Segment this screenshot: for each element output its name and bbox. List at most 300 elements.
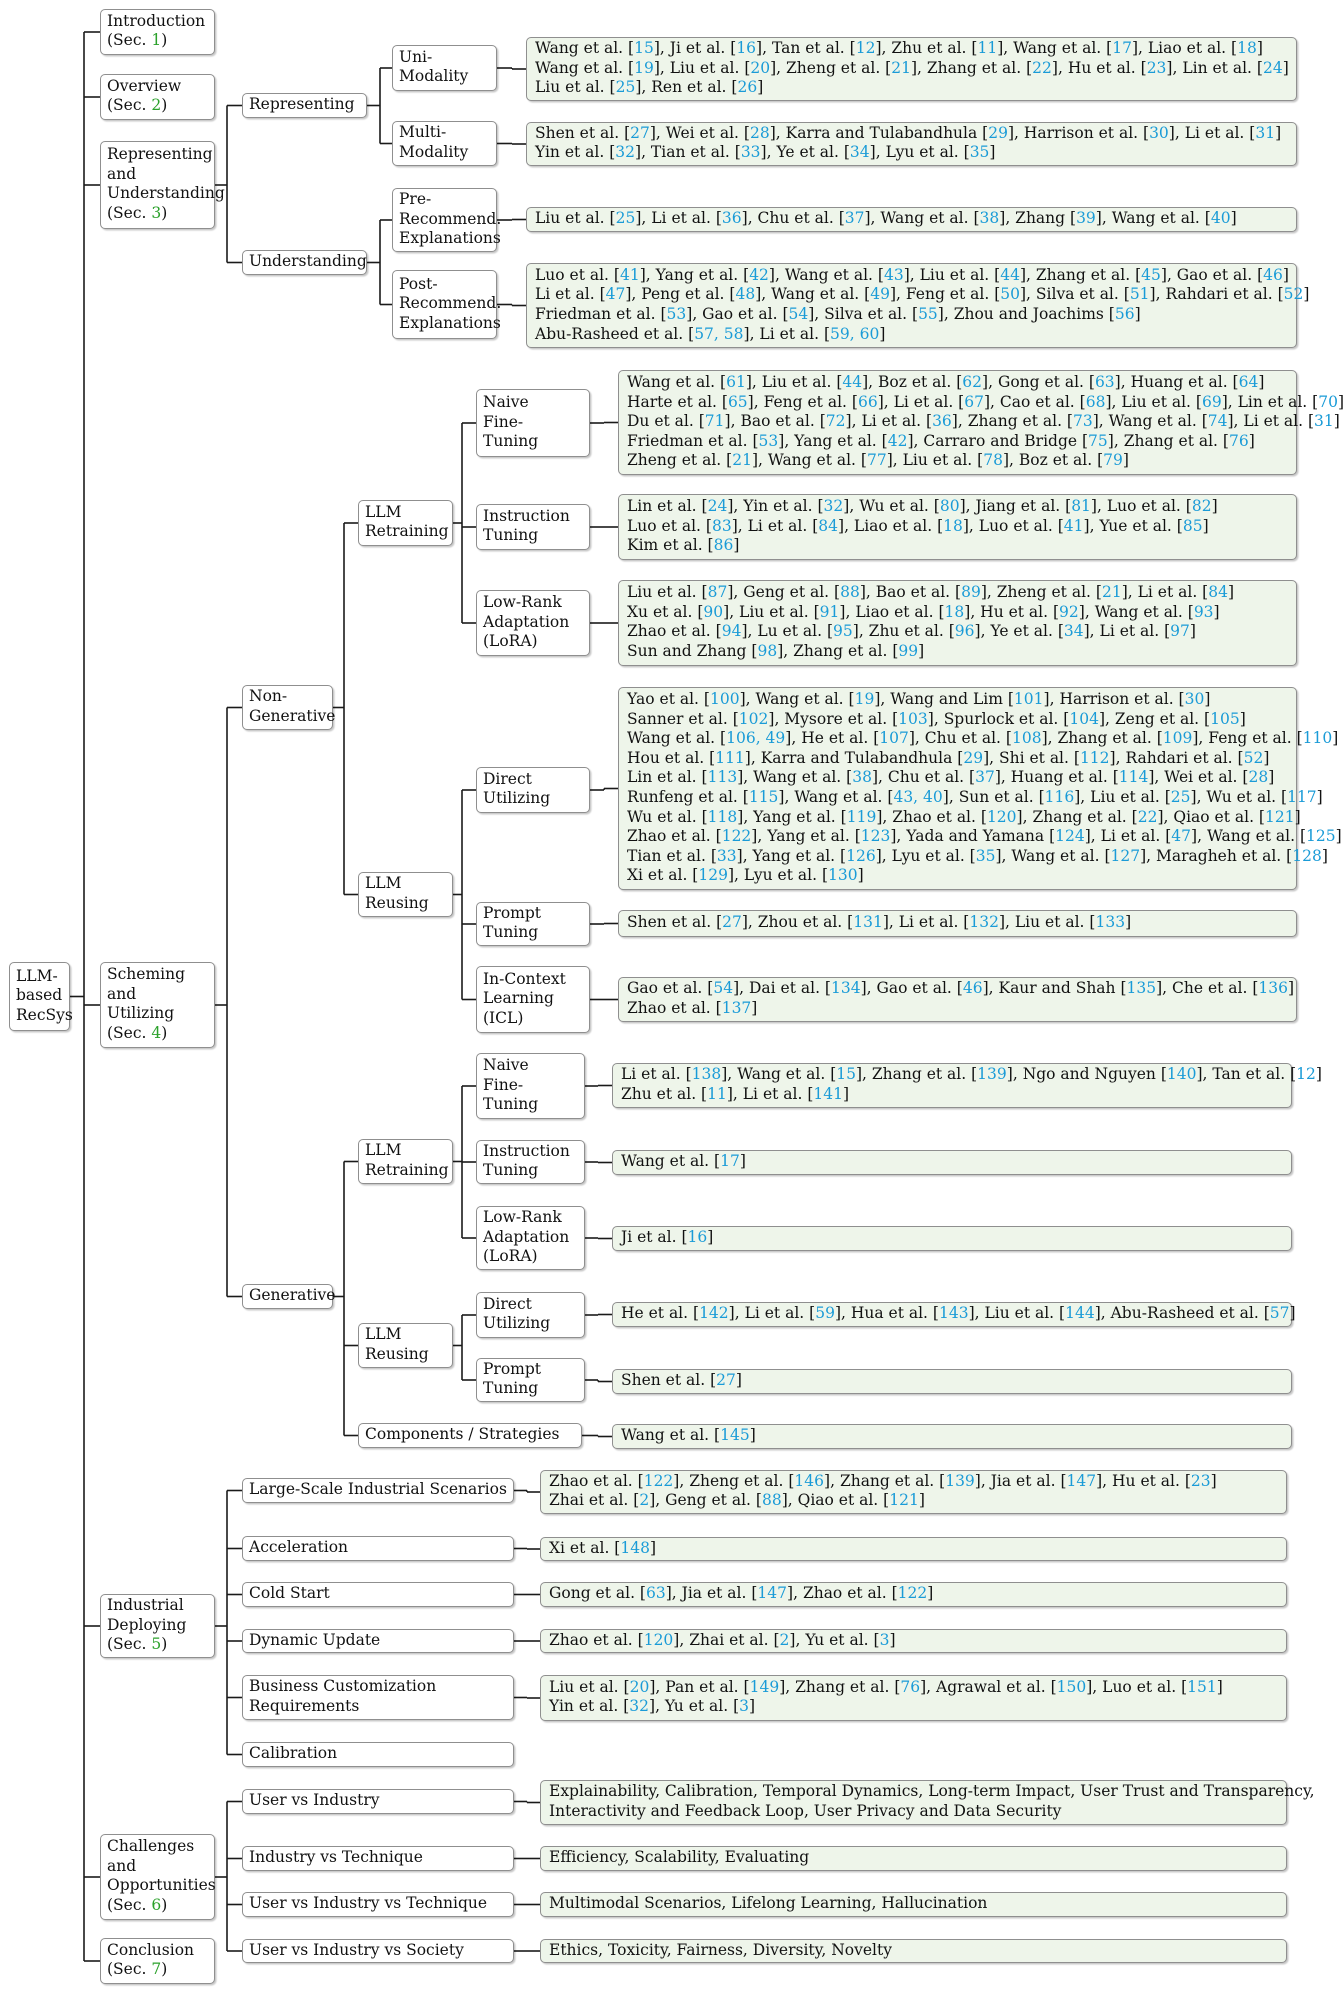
citation-ref[interactable]: 45 bbox=[1141, 265, 1161, 284]
author-name: Gao et al. bbox=[876, 979, 952, 998]
author-name: Zhang et al. bbox=[1035, 265, 1131, 284]
citation-ref[interactable]: 135 bbox=[1126, 979, 1157, 998]
citation-ref[interactable]: 146 bbox=[794, 1471, 825, 1490]
label-line: Adaptation bbox=[483, 612, 570, 631]
citation-ref[interactable]: 122 bbox=[897, 1584, 928, 1603]
label-line: Modality bbox=[399, 67, 469, 86]
citation-line: Sun and Zhang [98], Zhang et al. [99] bbox=[627, 642, 925, 661]
citation-ref[interactable]: 50 bbox=[1000, 285, 1020, 304]
citation-ref[interactable]: 27 bbox=[722, 913, 742, 932]
citation-line: He et al. [142], Li et al. [59], Hua et al. [143], Liu et al. [144], Abu-Rasheed et al. [57] bbox=[621, 1304, 1296, 1323]
citation-ref[interactable]: 75 bbox=[1088, 431, 1108, 450]
node-ch-uis bbox=[242, 1939, 514, 1963]
citation-ref[interactable]: 66 bbox=[857, 392, 878, 411]
citation-ref[interactable]: 21 bbox=[1101, 583, 1122, 602]
citation-ref[interactable]: 101 bbox=[1013, 690, 1044, 708]
citation-ref[interactable]: 72 bbox=[825, 412, 846, 431]
citation-ref[interactable]: 11 bbox=[707, 1084, 727, 1103]
citation-ref[interactable]: 68 bbox=[1085, 392, 1106, 411]
citation-ref[interactable]: 3 bbox=[739, 1697, 750, 1716]
citation-ref[interactable]: 105 bbox=[1210, 709, 1240, 728]
citation-ref[interactable]: 142 bbox=[699, 1304, 729, 1323]
citation-ref[interactable]: 103 bbox=[898, 709, 928, 728]
citation-ref[interactable]: 113 bbox=[707, 768, 738, 787]
citation-ref[interactable]: 88 bbox=[761, 1491, 782, 1510]
citation-ref[interactable]: 141 bbox=[813, 1084, 843, 1103]
citation-ref[interactable]: 139 bbox=[977, 1065, 1007, 1084]
citation-ref[interactable]: 88 bbox=[840, 583, 860, 602]
citation-ref[interactable]: 145 bbox=[720, 1426, 750, 1445]
label-line: Challenges bbox=[107, 1837, 195, 1856]
section-link[interactable]: 2 bbox=[151, 96, 162, 115]
citation-ref[interactable]: 19 bbox=[634, 58, 654, 77]
citation-ref[interactable]: 120 bbox=[643, 1630, 674, 1649]
label-line: Tuning bbox=[483, 432, 539, 451]
citation-line: Liu et al. [20], Pan et al. [149], Zhang et al. [76], Agrawal et al. [150], Luo et al. [151] bbox=[549, 1677, 1223, 1696]
citation-ref[interactable]: 36 bbox=[721, 209, 742, 228]
citation-ref[interactable]: 147 bbox=[757, 1584, 788, 1603]
citation-ref[interactable]: 12 bbox=[1296, 1065, 1316, 1084]
leaf-ng-naive bbox=[618, 370, 1344, 475]
leaf-pre bbox=[526, 207, 1297, 232]
author-name: Wang et al. bbox=[535, 58, 624, 77]
citation-ref[interactable]: 151 bbox=[1187, 1677, 1217, 1696]
label-line: Explanations bbox=[399, 313, 501, 332]
label-line: User vs Industry vs Society bbox=[249, 1940, 464, 1959]
author-name: Wang et al. bbox=[1011, 846, 1100, 865]
section-sec-rep bbox=[100, 141, 225, 229]
author-name: Lyu et al. bbox=[743, 866, 818, 885]
author-name: Shi et al. bbox=[999, 748, 1069, 767]
citation-ref[interactable]: 136 bbox=[1258, 979, 1289, 998]
citation-ref[interactable]: 85 bbox=[1182, 516, 1203, 535]
citation-ref[interactable]: 46 bbox=[1263, 265, 1283, 284]
citation-ref[interactable]: 40 bbox=[1210, 209, 1231, 228]
citation-ref[interactable]: 32 bbox=[615, 143, 635, 162]
citation-ref[interactable]: 32 bbox=[823, 497, 844, 516]
citation-ref[interactable]: 44 bbox=[842, 373, 863, 391]
citation-ref[interactable]: 115 bbox=[748, 787, 779, 806]
author-name: Boz et al. bbox=[1018, 451, 1093, 470]
citation-ref[interactable]: 96 bbox=[954, 622, 975, 641]
citation-ref[interactable]: 98 bbox=[757, 642, 778, 661]
section-link[interactable]: 3 bbox=[151, 204, 162, 223]
citation-ref[interactable]: 29 bbox=[963, 748, 984, 767]
citation-ref[interactable]: 27 bbox=[716, 1371, 736, 1390]
author-name: Karra and Tulabandhula bbox=[785, 123, 978, 142]
citation-ref[interactable]: 63 bbox=[645, 1584, 666, 1603]
citation-ref[interactable]: 26 bbox=[737, 78, 758, 97]
label-line: Generative bbox=[249, 706, 336, 725]
citation-ref[interactable]: 21 bbox=[891, 58, 911, 77]
author-name: Rahdari et al. bbox=[1125, 748, 1233, 767]
author-name: Zheng et al. bbox=[996, 583, 1091, 602]
author-name: Harte et al. bbox=[627, 392, 717, 411]
citation-ref[interactable]: 59 bbox=[815, 1304, 835, 1323]
citation-ref[interactable]: 93 bbox=[1193, 602, 1214, 621]
citation-ref[interactable]: 22 bbox=[1032, 58, 1052, 77]
citation-ref[interactable]: 102 bbox=[738, 709, 769, 728]
citation-ref[interactable]: 69 bbox=[1201, 392, 1222, 411]
citation-ref[interactable]: 108 bbox=[1011, 729, 1042, 748]
citation-ref[interactable]: 54 bbox=[713, 979, 734, 998]
citation-ref[interactable]: 48 bbox=[735, 285, 756, 304]
citation-ref[interactable]: 36 bbox=[932, 412, 952, 431]
citation-ref[interactable]: 2 bbox=[639, 1491, 650, 1510]
citation-ref[interactable]: 23 bbox=[1190, 1471, 1211, 1490]
citation-ref[interactable]: 117 bbox=[1287, 787, 1317, 806]
node-understanding bbox=[242, 250, 367, 275]
citation-line: Zheng et al. [21], Wang et al. [77], Liu et al. [78], Boz et al. [79] bbox=[627, 451, 1129, 470]
citation-ref[interactable]: 23 bbox=[1146, 58, 1167, 77]
citation-ref[interactable]: 148 bbox=[620, 1538, 650, 1557]
author-name: Zhu et al. bbox=[621, 1084, 697, 1103]
author-name: Shen et al. bbox=[627, 913, 712, 932]
citation-ref[interactable]: 84 bbox=[818, 516, 838, 535]
node-generative bbox=[242, 1284, 336, 1309]
label-line: Cold Start bbox=[249, 1584, 330, 1603]
citation-ref[interactable]: 22 bbox=[1137, 807, 1158, 826]
author-name: Qiao et al. bbox=[1173, 807, 1254, 826]
citation-ref[interactable]: 28 bbox=[749, 123, 770, 142]
author-name: Chu et al. bbox=[887, 768, 965, 787]
author-name: Liu et al. bbox=[919, 265, 990, 284]
citation-ref[interactable]: 106, 49 bbox=[726, 729, 786, 748]
citation-ref[interactable]: 118 bbox=[707, 807, 738, 826]
citation-ref[interactable]: 97 bbox=[1170, 622, 1190, 641]
author-name: Liu et al. bbox=[984, 1304, 1055, 1323]
citation-ref[interactable]: 100 bbox=[709, 690, 740, 708]
citation-ref[interactable]: 94 bbox=[721, 622, 742, 641]
label-line: LLM bbox=[365, 502, 402, 521]
author-name: Luo et al. bbox=[627, 516, 701, 535]
citation-ref[interactable]: 56 bbox=[1114, 304, 1135, 323]
citation-ref[interactable]: 17 bbox=[720, 1152, 740, 1171]
citation-ref[interactable]: 139 bbox=[945, 1471, 975, 1490]
citation-ref[interactable]: 57 bbox=[1269, 1304, 1290, 1323]
label-line: LLM bbox=[365, 1141, 402, 1160]
citation-ref[interactable]: 122 bbox=[643, 1471, 674, 1490]
citation-ref[interactable]: 46 bbox=[962, 979, 983, 998]
node-g-lora bbox=[476, 1206, 585, 1270]
citation-line: Wang et al. [145] bbox=[621, 1426, 756, 1445]
label-line: Adaptation bbox=[483, 1227, 570, 1246]
citation-ref[interactable]: 35 bbox=[969, 143, 990, 162]
citation-ref[interactable]: 65 bbox=[727, 392, 748, 411]
citation-ref[interactable]: 37 bbox=[975, 768, 995, 787]
citation-ref[interactable]: 57, 58 bbox=[694, 324, 744, 343]
citation-ref[interactable]: 15 bbox=[634, 39, 654, 58]
citation-ref[interactable]: 80 bbox=[939, 497, 960, 516]
citation-ref[interactable]: 38 bbox=[852, 768, 872, 787]
citation-ref[interactable]: 91 bbox=[819, 602, 840, 621]
author-name: Rahdari et al. bbox=[1165, 285, 1273, 304]
citation-line: Zhu et al. [11], Li et al. [141] bbox=[621, 1084, 850, 1103]
citation-ref[interactable]: 18 bbox=[1237, 39, 1257, 58]
citation-ref[interactable]: 19 bbox=[854, 690, 875, 708]
citation-ref[interactable]: 16 bbox=[687, 1228, 708, 1247]
citation-ref[interactable]: 89 bbox=[961, 583, 981, 602]
citation-ref[interactable]: 27 bbox=[630, 123, 650, 142]
citation-ref[interactable]: 78 bbox=[983, 451, 1003, 470]
citation-ref[interactable]: 71 bbox=[704, 412, 725, 431]
citation-ref[interactable]: 32 bbox=[629, 1697, 649, 1716]
citation-ref[interactable]: 70 bbox=[1318, 392, 1338, 411]
author-name: Abu-Rasheed et al. bbox=[1110, 1304, 1259, 1323]
citation-ref[interactable]: 95 bbox=[833, 622, 853, 641]
label-line: Direct bbox=[483, 1294, 532, 1313]
citation-line: Runfeng et al. [115], Wang et al. [43, 40], Sun et al. [116], Liu et al. [25], Wu et al. [117] bbox=[627, 787, 1323, 806]
author-name: Agrawal et al. bbox=[936, 1677, 1046, 1696]
citation-ref[interactable]: 12 bbox=[855, 39, 876, 58]
label-line: Understanding bbox=[107, 184, 225, 203]
citation-ref[interactable]: 47 bbox=[1171, 827, 1192, 846]
section-link[interactable]: 4 bbox=[151, 1024, 162, 1043]
author-name: Huang et al. bbox=[1010, 768, 1108, 787]
citation-ref[interactable]: 67 bbox=[964, 392, 984, 411]
citation-ref[interactable]: 87 bbox=[707, 583, 728, 602]
label-line: Representing bbox=[249, 95, 355, 114]
citation-ref[interactable]: 25 bbox=[1170, 787, 1191, 806]
citation-ref[interactable]: 137 bbox=[721, 998, 752, 1017]
citation-ref[interactable]: 52 bbox=[1283, 285, 1304, 304]
citation-ref[interactable]: 92 bbox=[1059, 602, 1079, 621]
author-name: Wu et al. bbox=[859, 497, 929, 516]
citation-ref[interactable]: 28 bbox=[1248, 768, 1269, 787]
citation-ref[interactable]: 138 bbox=[691, 1065, 722, 1084]
citation-ref[interactable]: 82 bbox=[1191, 497, 1212, 516]
citation-line: Zhai et al. [2], Geng et al. [88], Qiao et al. [121] bbox=[549, 1491, 925, 1510]
section-sec-concl bbox=[100, 1938, 215, 1984]
citation-ref[interactable]: 84 bbox=[1208, 583, 1228, 602]
citation-ref[interactable]: 130 bbox=[828, 866, 858, 885]
author-name: Gong et al. bbox=[997, 373, 1084, 391]
citation-ref[interactable]: 110 bbox=[1302, 729, 1333, 748]
label-line: Pre- bbox=[399, 190, 432, 209]
citation-ref[interactable]: 35 bbox=[975, 846, 996, 865]
label-line: Efficiency, Scalability, Evaluating bbox=[549, 1848, 810, 1867]
citation-ref[interactable]: 74 bbox=[1207, 412, 1228, 431]
label-line: Naive bbox=[483, 393, 529, 412]
citation-ref[interactable]: 128 bbox=[1292, 846, 1322, 865]
citation-ref[interactable]: 44 bbox=[1000, 265, 1020, 284]
citation-ref[interactable]: 54 bbox=[788, 304, 809, 323]
leaf-ind-dynamic bbox=[540, 1629, 1287, 1653]
citation-ref[interactable]: 62 bbox=[962, 373, 983, 391]
citation-ref[interactable]: 49 bbox=[870, 285, 890, 304]
citation-ref[interactable]: 107 bbox=[879, 729, 909, 748]
citation-ref[interactable]: 140 bbox=[1166, 1065, 1197, 1084]
section-link[interactable]: 1 bbox=[151, 31, 162, 50]
author-name: Ngo and Nguyen bbox=[1022, 1065, 1156, 1084]
citation-ref[interactable]: 59, 60 bbox=[830, 324, 880, 343]
citation-ref[interactable]: 124 bbox=[1055, 827, 1085, 846]
leaf-ind-large bbox=[540, 1470, 1287, 1514]
citation-ref[interactable]: 121 bbox=[889, 1491, 919, 1510]
citation-ref[interactable]: 52 bbox=[1243, 748, 1264, 767]
citation-ref[interactable]: 76 bbox=[900, 1677, 921, 1696]
citation-ref[interactable]: 42 bbox=[887, 431, 908, 450]
author-name: Kaur and Shah bbox=[998, 979, 1116, 998]
citation-ref[interactable]: 114 bbox=[1118, 768, 1149, 787]
citation-ref[interactable]: 34 bbox=[849, 143, 870, 162]
citation-ref[interactable]: 120 bbox=[986, 807, 1017, 826]
citation-ref[interactable]: 147 bbox=[1066, 1471, 1097, 1490]
author-name: Wang et al. bbox=[1206, 827, 1296, 846]
citation-ref[interactable]: 125 bbox=[1306, 827, 1336, 846]
citation-ref[interactable]: 20 bbox=[750, 58, 771, 77]
citation-ref[interactable]: 149 bbox=[749, 1677, 780, 1696]
label-line: and bbox=[107, 1856, 137, 1875]
citation-ref[interactable]: 126 bbox=[846, 846, 876, 865]
author-name: Zheng et al. bbox=[786, 58, 881, 77]
citation-ref[interactable]: 131 bbox=[853, 913, 883, 932]
citation-ref[interactable]: 73 bbox=[1072, 412, 1093, 431]
citation-ref[interactable]: 119 bbox=[846, 807, 877, 826]
citation-ref[interactable]: 2 bbox=[779, 1630, 790, 1649]
author-name: Du et al. bbox=[627, 412, 694, 431]
author-name: Luo et al. bbox=[1102, 1677, 1177, 1696]
citation-ref[interactable]: 55 bbox=[918, 304, 938, 323]
citation-ref[interactable]: 25 bbox=[615, 209, 636, 228]
section-link[interactable]: 5 bbox=[151, 1635, 162, 1654]
citation-ref[interactable]: 15 bbox=[836, 1065, 856, 1084]
citation-ref[interactable]: 77 bbox=[866, 451, 887, 470]
citation-ref[interactable]: 129 bbox=[698, 866, 728, 885]
citation-ref[interactable]: 134 bbox=[830, 979, 861, 998]
citation-ref[interactable]: 64 bbox=[1238, 373, 1259, 391]
citation-ref[interactable]: 127 bbox=[1110, 846, 1141, 865]
citation-ref[interactable]: 116 bbox=[1044, 787, 1075, 806]
citation-ref[interactable]: 112 bbox=[1079, 748, 1110, 767]
citation-line: Yin et al. [32], Tian et al. [33], Ye et al. [34], Lyu et al. [35] bbox=[535, 143, 996, 162]
author-name: Jia et al. bbox=[990, 1471, 1056, 1490]
citation-ref[interactable]: 18 bbox=[944, 602, 965, 621]
author-name: Hua et al. bbox=[850, 1304, 928, 1323]
author-name: Zhao et al. bbox=[549, 1471, 633, 1490]
citation-ref[interactable]: 39 bbox=[1076, 209, 1096, 228]
node-ind-business bbox=[242, 1675, 514, 1720]
label-line: (ICL) bbox=[483, 1008, 524, 1027]
citation-ref[interactable]: 16 bbox=[736, 39, 757, 58]
author-name: Zhang bbox=[1015, 209, 1066, 228]
citation-ref[interactable]: 99 bbox=[898, 642, 919, 661]
node-post-recommend bbox=[392, 270, 502, 339]
citation-ref[interactable]: 53 bbox=[758, 431, 779, 450]
citation-ref[interactable]: 111 bbox=[715, 748, 745, 767]
citation-ref[interactable]: 63 bbox=[1094, 373, 1115, 391]
author-name: Lu et al. bbox=[757, 622, 823, 641]
label-line: LLM- bbox=[16, 966, 58, 985]
citation-line: Li et al. [138], Wang et al. [15], Zhang et al. [139], Ngo and Nguyen [140], Tan et al. [12] bbox=[621, 1065, 1322, 1084]
citation-line: Shen et al. [27], Zhou et al. [131], Li et al. [132], Liu et al. [133] bbox=[627, 913, 1132, 932]
label-line: Introduction bbox=[107, 11, 206, 30]
citation-ref[interactable]: 43 bbox=[883, 265, 904, 284]
citation-ref[interactable]: 29 bbox=[988, 123, 1008, 142]
section-sec-chal bbox=[100, 1834, 215, 1920]
citation-line: Luo et al. [41], Yang et al. [42], Wang et al. [43], Liu et al. [44], Zhang et al. [45], Gao et al. [46] bbox=[535, 265, 1289, 284]
section-link[interactable]: 7 bbox=[151, 1960, 162, 1979]
author-name: Luo et al. bbox=[1106, 497, 1181, 516]
citation-ref[interactable]: 3 bbox=[879, 1630, 890, 1649]
label-line: based bbox=[16, 986, 63, 1005]
author-name: Peng et al. bbox=[641, 285, 725, 304]
citation-ref[interactable]: 90 bbox=[703, 602, 724, 621]
citation-ref[interactable]: 31 bbox=[1314, 412, 1334, 431]
citation-ref[interactable]: 42 bbox=[749, 265, 769, 284]
author-name: Dai et al. bbox=[748, 979, 820, 998]
citation-ref[interactable]: 20 bbox=[629, 1677, 650, 1696]
citation-ref[interactable]: 133 bbox=[1095, 913, 1126, 932]
citation-ref[interactable]: 24 bbox=[707, 497, 728, 516]
author-name: Wu et al. bbox=[1206, 787, 1277, 806]
author-name: Yang et al. bbox=[794, 431, 877, 450]
citation-ref[interactable]: 104 bbox=[1069, 709, 1099, 728]
node-representing bbox=[242, 93, 367, 118]
citation-ref[interactable]: 122 bbox=[721, 827, 752, 846]
label-line: Ethics, Toxicity, Fairness, Diversity, Novelty bbox=[549, 1940, 892, 1959]
citation-ref[interactable]: 37 bbox=[844, 209, 865, 228]
author-name: Feng et al. bbox=[905, 285, 990, 304]
citation-ref[interactable]: 43, 40 bbox=[893, 787, 943, 806]
citation-ref[interactable]: 25 bbox=[615, 78, 636, 97]
citation-ref[interactable]: 33 bbox=[740, 143, 761, 162]
citation-ref[interactable]: 123 bbox=[860, 827, 891, 846]
citation-ref[interactable]: 41 bbox=[1063, 516, 1084, 535]
citation-ref[interactable]: 79 bbox=[1103, 451, 1123, 470]
citation-ref[interactable]: 38 bbox=[979, 209, 1000, 228]
citation-ref[interactable]: 76 bbox=[1228, 431, 1249, 450]
author-name: He et al. bbox=[801, 729, 869, 748]
citation-ref[interactable]: 18 bbox=[943, 516, 963, 535]
citation-ref[interactable]: 30 bbox=[1149, 123, 1169, 142]
citation-ref[interactable]: 11 bbox=[977, 39, 998, 58]
author-name: Feng et al. bbox=[763, 392, 847, 411]
citation-ref[interactable]: 121 bbox=[1264, 807, 1295, 826]
citation-ref[interactable]: 61 bbox=[726, 373, 746, 391]
label-line: Fine- bbox=[483, 1075, 524, 1094]
citation-ref[interactable]: 41 bbox=[619, 265, 640, 284]
citation-ref[interactable]: 30 bbox=[1184, 690, 1205, 708]
citation-ref[interactable]: 53 bbox=[666, 304, 687, 323]
citation-ref[interactable]: 144 bbox=[1065, 1304, 1095, 1323]
citation-ref[interactable]: 34 bbox=[1063, 622, 1084, 641]
citation-ref[interactable]: 83 bbox=[711, 516, 732, 535]
author-name: Liu et al. bbox=[761, 373, 832, 391]
label-line: Tuning bbox=[483, 923, 539, 942]
section-link[interactable]: 6 bbox=[151, 1896, 162, 1915]
citation-ref[interactable]: 17 bbox=[1112, 39, 1132, 58]
leaf-ind-cold bbox=[540, 1582, 1287, 1607]
citation-ref[interactable]: 47 bbox=[605, 285, 626, 304]
author-name: Yin et al. bbox=[743, 497, 813, 516]
author-name: Liu et al. bbox=[739, 602, 809, 621]
citation-ref[interactable]: 24 bbox=[1262, 58, 1283, 77]
citation-ref[interactable]: 21 bbox=[732, 451, 752, 470]
citation-ref[interactable]: 81 bbox=[1071, 497, 1091, 516]
leaf-g-prompt bbox=[612, 1369, 1292, 1394]
citation-ref[interactable]: 51 bbox=[1129, 285, 1150, 304]
label-line: Uni- bbox=[399, 47, 433, 66]
citation-line: Tian et al. [33], Yang et al. [126], Lyu et al. [35], Wang et al. [127], Maragheh et al. [128] bbox=[627, 846, 1328, 865]
citation-ref[interactable]: 31 bbox=[1255, 123, 1276, 142]
citation-ref[interactable]: 132 bbox=[969, 913, 999, 932]
citation-ref[interactable]: 143 bbox=[938, 1304, 969, 1323]
citation-ref[interactable]: 150 bbox=[1056, 1677, 1087, 1696]
citation-ref[interactable]: 109 bbox=[1162, 729, 1193, 748]
citation-ref[interactable]: 33 bbox=[716, 846, 737, 865]
citation-ref[interactable]: 86 bbox=[713, 536, 734, 555]
